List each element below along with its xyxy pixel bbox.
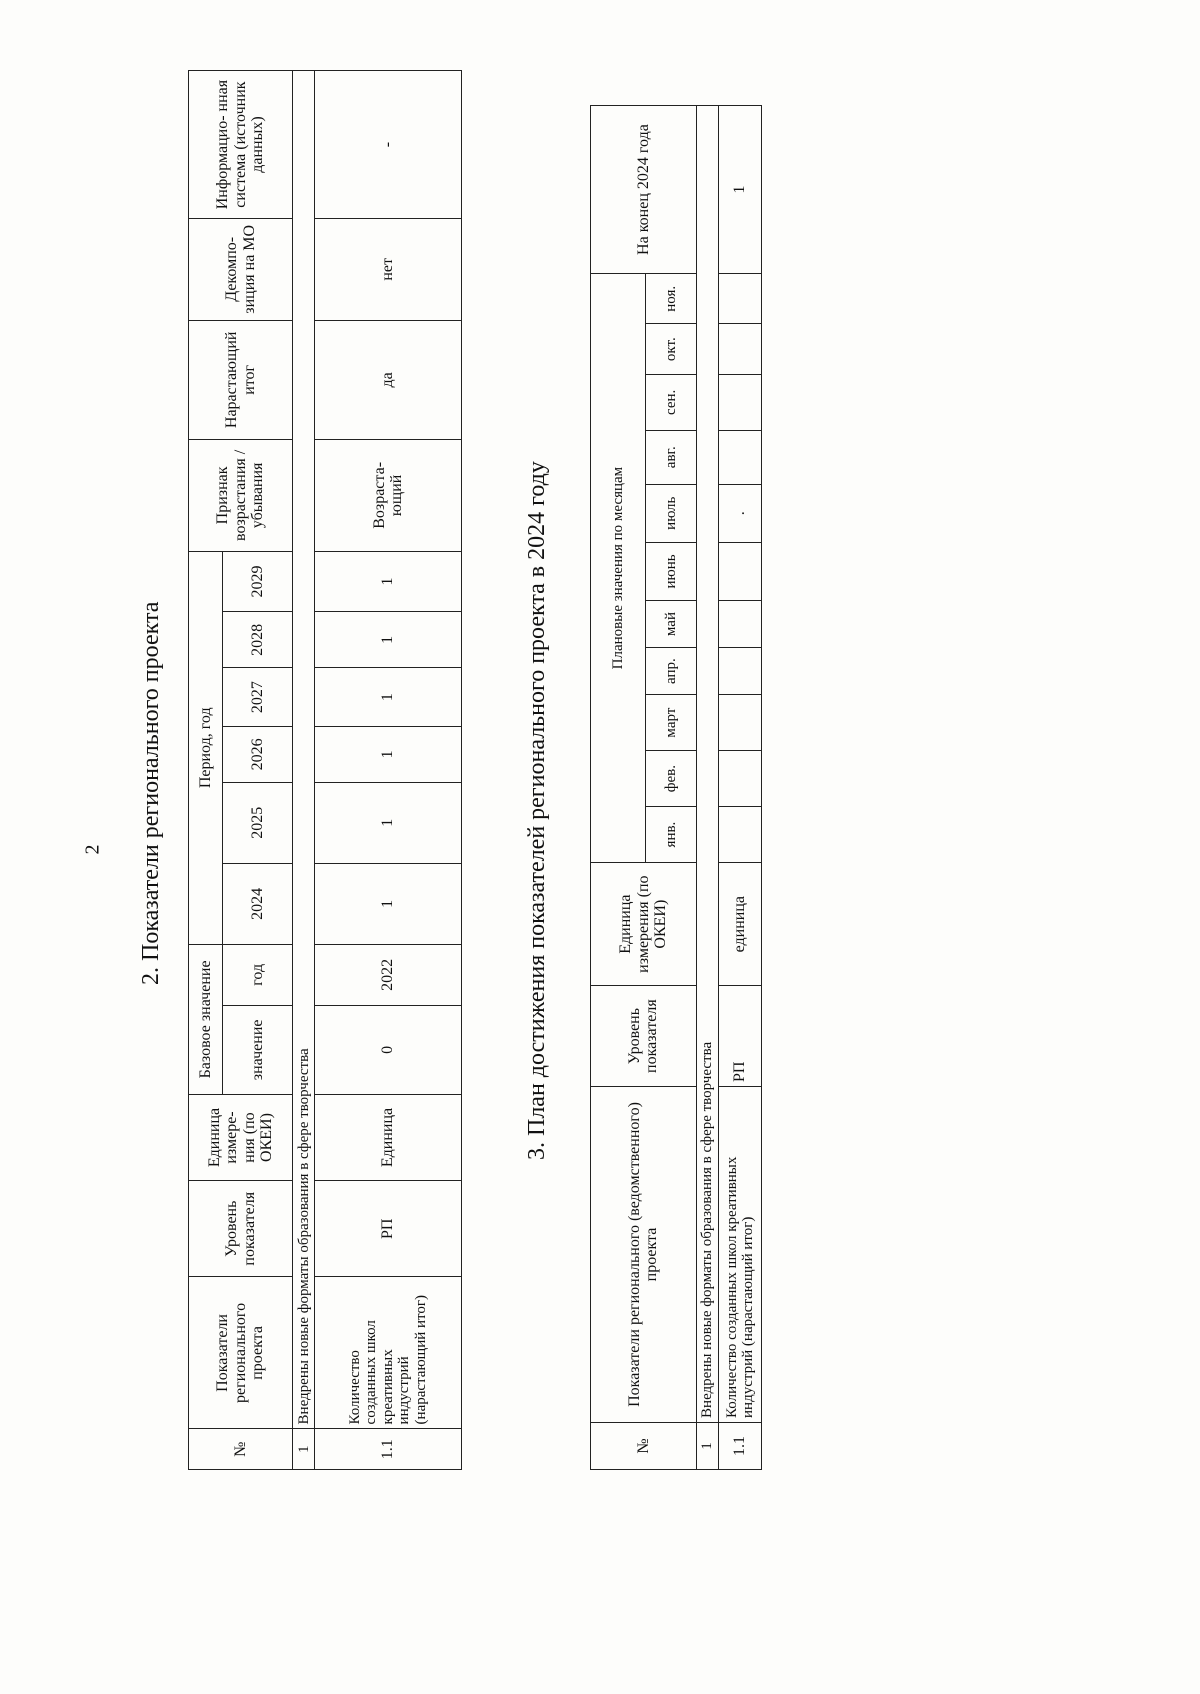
row-month-value — [719, 274, 762, 324]
header-num: № — [591, 1422, 697, 1469]
header-unit: Единица измере- ния (по ОКЕИ) — [189, 1094, 293, 1180]
indicators-table-wrapper — [188, 70, 462, 1470]
header-sign: Признак возрастания /убывания — [189, 440, 293, 552]
header-year: 2028 — [223, 612, 293, 668]
header-month: янв. — [645, 807, 696, 863]
row-info-system: - — [315, 71, 462, 219]
header-level: Уровень показателя — [591, 986, 697, 1087]
header-indicator: Показатели регионального проекта — [189, 1277, 293, 1429]
row-month-value — [719, 648, 762, 695]
row-month-value: . — [719, 484, 762, 542]
row-base-value: 0 — [315, 1005, 462, 1094]
header-year: 2025 — [223, 782, 293, 863]
header-unit: Единица измерения (по ОКЕИ) — [591, 863, 697, 986]
row-indicator: Количество созданных школ креативных индустрий (нарастающий итог) — [315, 1277, 462, 1429]
row-level: РП — [315, 1181, 462, 1277]
row-month-value — [719, 542, 762, 600]
row-month-value — [719, 695, 762, 751]
table-row — [719, 106, 762, 1470]
header-level: Уровень показателя — [189, 1181, 293, 1277]
row-month-value — [719, 374, 762, 430]
header-month: май — [645, 601, 696, 648]
row-year-value: 1 — [315, 782, 462, 863]
indicators-table — [188, 70, 462, 1470]
section-row-text: Внедрены новые форматы образования в сфере творчества — [293, 71, 315, 1429]
header-cumulative: Нарастающий итог — [189, 320, 293, 440]
header-monthly: Плановые значения по месяцам — [591, 274, 646, 863]
row-decomposition: нет — [315, 219, 462, 320]
header-month: ноя. — [645, 274, 696, 324]
header-month: апр. — [645, 648, 696, 695]
row-month-value — [719, 751, 762, 807]
row-indicator: Количество созданных школ креативных индустрий (нарастающий итог) — [719, 1087, 762, 1423]
row-num: 1.1 — [719, 1422, 762, 1469]
section-3-title: 3. План достижения показателей регионального проекта в 2024 году — [524, 461, 550, 1160]
header-base-value-year: год — [223, 944, 293, 1005]
header-decomposition: Декомпо- зиция на МО — [189, 219, 293, 320]
plan-table — [590, 105, 762, 1470]
table-row — [315, 71, 462, 1470]
header-month: фев. — [645, 751, 696, 807]
row-month-value — [719, 430, 762, 484]
row-month-value — [719, 324, 762, 374]
row-month-value — [719, 807, 762, 863]
header-month: март — [645, 695, 696, 751]
row-base-year: 2022 — [315, 944, 462, 1005]
row-sign: Возраста- ющий — [315, 440, 462, 552]
plan-table-wrapper — [590, 105, 762, 1470]
header-year: 2029 — [223, 551, 293, 612]
row-year-value: 1 — [315, 551, 462, 612]
section-row-text: Внедрены новые форматы образования в сфере творчества — [696, 106, 718, 1423]
page-number: 2 — [81, 844, 104, 855]
row-unit: Единица — [315, 1094, 462, 1180]
header-year: 2026 — [223, 726, 293, 782]
row-cumulative: да — [315, 320, 462, 440]
header-base-value: Базовое значение — [189, 944, 223, 1094]
row-year-value: 1 — [315, 612, 462, 668]
row-level: РП — [719, 986, 762, 1087]
header-month: авг. — [645, 430, 696, 484]
header-year-end: На конец 2024 года — [591, 106, 697, 274]
row-unit: единица — [719, 863, 762, 986]
row-num: 1.1 — [315, 1429, 462, 1470]
section-row-num: 1 — [293, 1429, 315, 1470]
row-year-value: 1 — [315, 863, 462, 944]
section-row-num: 1 — [696, 1422, 718, 1469]
header-period: Период, год — [189, 551, 223, 944]
header-month: июнь — [645, 542, 696, 600]
row-month-value — [719, 601, 762, 648]
header-num: № — [189, 1429, 293, 1470]
row-year-end: 1 — [719, 106, 762, 274]
header-indicator: Показатели регионального (ведомственного) проекта — [591, 1087, 697, 1423]
row-year-value: 1 — [315, 726, 462, 782]
header-year: 2027 — [223, 668, 293, 727]
header-month: сен. — [645, 374, 696, 430]
row-year-value: 1 — [315, 668, 462, 727]
header-info-system: Информацио- нная система (источник данных) — [189, 71, 293, 219]
header-month: окт. — [645, 324, 696, 374]
section-2-title: 2. Показатели регионального проекта — [138, 601, 164, 985]
header-base-value-value: значение — [223, 1005, 293, 1094]
header-month: июль — [645, 484, 696, 542]
header-year: 2024 — [223, 863, 293, 944]
